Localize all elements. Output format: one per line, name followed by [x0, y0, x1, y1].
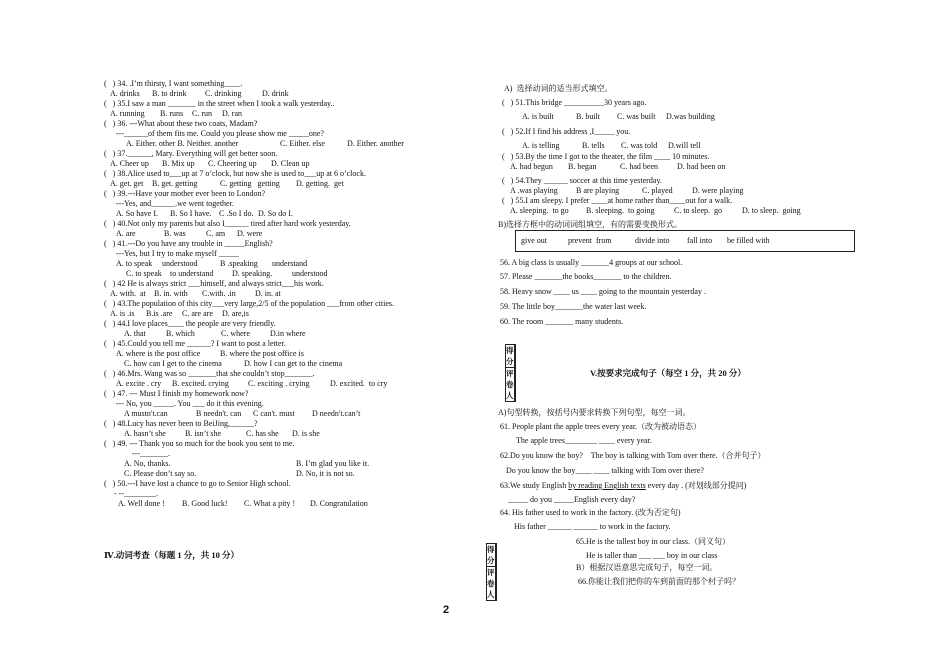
- score-label: 得 分: [506, 346, 514, 366]
- q41-opt-c2: to understand: [170, 269, 214, 278]
- q38-opt-a: A. get. get: [110, 179, 144, 188]
- q40-stem: ( ) 40.Not only my parents but also I______ tired after hard work yesterday.: [104, 219, 351, 228]
- q43-opt-b: B.is .are: [146, 309, 173, 318]
- q47-opt-c: C can't. must: [253, 409, 295, 418]
- q55-opt-d: D. to sleep. going: [742, 206, 801, 215]
- q52-stem: ( ) 52.If I find his address ,I_____ you.: [502, 127, 631, 136]
- q42-opt-c: C.with. .in: [202, 289, 236, 298]
- q60: 60. The room _______ many students.: [500, 317, 624, 326]
- q63-answer: _____ do you _____English every day?: [508, 495, 636, 504]
- q40-opt-b: B. was: [164, 229, 186, 238]
- q46-opt-a: A. excite . cry: [116, 379, 162, 388]
- q45-opt-d: D. how I can get to the cinema: [244, 359, 343, 368]
- q35-stem: ( ) 35.I saw a man _______ in the street when I took a walk yesterday..: [104, 99, 335, 108]
- q57: 57. Please _______the books_______ to the children.: [500, 272, 672, 281]
- q42-opt-b: B. in. with: [154, 289, 188, 298]
- q55-stem: ( ) 55.I am sleepy. I prefer ____at home rather than____out for a walk.: [502, 196, 733, 205]
- q39-stem: ( ) 39.---Have your mother ever been to London?: [104, 189, 266, 198]
- q40-opt-d: D. were: [237, 229, 263, 238]
- q44-opt-a: A. that: [124, 329, 146, 338]
- q46-opt-b: B. excited. crying: [172, 379, 229, 388]
- q64-answer: His father ______ ______ to work in the factory.: [514, 522, 671, 531]
- q45-opt-b: B. where the post office is: [220, 349, 304, 358]
- word-4: fall into: [687, 236, 713, 245]
- q50-opt-b: B. Good luck!: [182, 499, 228, 508]
- q37-opt-c: C. Cheering up: [208, 159, 257, 168]
- q38-opt-c: C. getting getting: [220, 179, 280, 188]
- q38-opt-d: D. getting. get: [296, 179, 344, 188]
- q63-pre: 63.We study English: [500, 481, 569, 490]
- part-a2-title: A)句型转换，按括号内要求转换下列句型，每空一词。: [498, 408, 691, 417]
- score-box-2: [486, 543, 497, 601]
- part-a-title: A) 选择动词的适当形式填空。: [504, 84, 613, 93]
- section-5-heading: V.按要求完成句子（每空 1 分，共 20 分）: [590, 368, 746, 378]
- q36-stem: ( ) 36. ---What about these two coats, Madam?: [104, 119, 258, 128]
- q34-opt-b: B. to drink: [152, 89, 187, 98]
- q36-opt-d: D. Either. another: [347, 139, 404, 148]
- q49-stem2: ---_______.: [132, 449, 170, 458]
- q37-opt-b: B. Mix up: [162, 159, 195, 168]
- q52-opt-a: A. is telling: [522, 141, 560, 150]
- q50-stem2: - --________.: [114, 489, 158, 498]
- q55-opt-a: A. sleeping. to go: [510, 206, 569, 215]
- q56: 56. A big class is usually _______4 groups at our school.: [500, 258, 683, 267]
- q48-opt-b: B. isn’t she: [185, 429, 222, 438]
- q63: [500, 481, 746, 491]
- q45-opt-c: C. how can I get to the cinema: [124, 359, 222, 368]
- q55-opt-c: C. to sleep. go: [674, 206, 722, 215]
- q39-opt-d: D. So do I.: [258, 209, 293, 218]
- q49-opt-c: C. Please don’t say so.: [124, 469, 197, 478]
- q41-opt-c: C. to speak: [126, 269, 162, 278]
- q37-opt-d: D. Clean up: [271, 159, 310, 168]
- q54-opt-c: C. played: [642, 186, 673, 195]
- q51-opt-c: C. was built: [617, 112, 656, 121]
- q40-opt-a: A. are: [116, 229, 136, 238]
- q52-opt-d: D.will tell: [668, 141, 701, 150]
- score-cell: [514, 345, 515, 368]
- q51-opt-b: B. built: [576, 112, 601, 121]
- q40-opt-c: C. am: [206, 229, 226, 238]
- word-5: be filled with: [727, 236, 770, 245]
- q54-opt-d: D. were playing: [692, 186, 744, 195]
- grader-cell: [514, 368, 515, 402]
- q39-stem2: ---Yes, and______.we went together.: [116, 199, 234, 208]
- q41-opt-a2: understood: [162, 259, 198, 268]
- q37-opt-a: A. Cheer up: [110, 159, 149, 168]
- q62: 62.Do you know the boy? The boy is talking with Tom over there.（合并句子）: [500, 451, 766, 460]
- grader-cell-2: [495, 567, 496, 601]
- word-3: divide into: [635, 236, 670, 245]
- q53-opt-a: A. had begun: [510, 162, 553, 171]
- word-1: give out: [521, 236, 547, 245]
- q47-stem: ( ) 47. --- Must I finish my homework now?: [104, 389, 249, 398]
- q51-opt-d: D.was building: [666, 112, 715, 121]
- q50-opt-c: C. What a pity !: [244, 499, 296, 508]
- q43-opt-a: A. is .is: [110, 309, 135, 318]
- q50-stem: ( ) 50.---I have lost a chance to go to Senior High school.: [104, 479, 291, 488]
- q41-opt-b2: understand: [272, 259, 308, 268]
- q48-opt-a: A. hasn’t she: [124, 429, 166, 438]
- q58: 58. Heavy snow ____ us ____ going to the mountain yesterday .: [500, 287, 706, 296]
- q36-stem2: ---______of them fits me. Could you please show me _____one?: [116, 129, 324, 138]
- q61: 61. People plant the apple trees every year.（改为被动语态）: [500, 422, 702, 431]
- word-2: prevent from: [568, 236, 612, 245]
- grader-label-2: 评卷人: [487, 568, 495, 599]
- q34-opt-d: D. drink: [262, 89, 289, 98]
- q54-stem: ( ) 54.They ______ soccer at this time yesterday.: [502, 176, 662, 185]
- q59: 59. The little boy_______the water last week.: [500, 302, 647, 311]
- q47-opt-b: B needn't. can: [196, 409, 242, 418]
- q64: 64. His father used to work in the factory. (改为否定句): [500, 508, 681, 517]
- q41-opt-d2: understood: [292, 269, 328, 278]
- q34-opt-a: A. drinks: [110, 89, 140, 98]
- q42-opt-a: A. with. at: [110, 289, 146, 298]
- q53-opt-d: D. had been on: [677, 162, 726, 171]
- q50-opt-a: A. Well done !: [118, 499, 165, 508]
- q51-opt-a: A. is built: [522, 112, 554, 121]
- q65: 65.He is the tallest boy in our class.（同义句）: [576, 537, 730, 546]
- q49-opt-b: B. I’m glad you like it.: [296, 459, 370, 468]
- section-4-heading: Ⅳ.动词考查（每题 1 分，共 10 分）: [104, 550, 240, 560]
- q46-opt-c: C. exciting . crying: [248, 379, 310, 388]
- q49-opt-a: A. No, thanks.: [124, 459, 171, 468]
- q34-stem: ( ) 34. .I’m thirsty, I want something____.: [104, 79, 243, 88]
- q52-opt-c: C. was told: [621, 141, 658, 150]
- q46-opt-d: D. excited. to cry: [330, 379, 388, 388]
- part-b-title: B)选择方框中的动词词组填空，有的需要变换形式。: [498, 220, 682, 229]
- q39-opt-b: B. So I have.: [170, 209, 212, 218]
- q44-opt-c: C. where: [221, 329, 250, 338]
- q47-opt-d: D needn't.can’t: [312, 409, 361, 418]
- q45-stem: ( ) 45.Could you tell me ______? I want to post a letter.: [104, 339, 286, 348]
- q35-opt-d: D. ran: [222, 109, 242, 118]
- q41-stem: ( ) 41.---Do you have any trouble in _____English?: [104, 239, 273, 248]
- q35-opt-a: A. running: [110, 109, 145, 118]
- q39-opt-c: C .So I do.: [219, 209, 254, 218]
- q42-stem: ( ) 42 He is always strict ___himself, and always strict___his work.: [104, 279, 324, 288]
- q63-post: every day . (对划线部分提问): [645, 481, 747, 490]
- q66: 66.你能让我们把你的车到前面的那个村子吗？: [578, 577, 740, 586]
- score-box-1: [505, 344, 516, 402]
- q55-opt-b: B. sleeping. to going: [586, 206, 655, 215]
- q41-opt-b: B .speaking: [220, 259, 258, 268]
- q34-opt-c: C. drinking: [205, 89, 242, 98]
- q42-opt-d: D. in. at: [255, 289, 281, 298]
- q54-opt-b: B are playing: [576, 186, 620, 195]
- q49-opt-d: D. No, it is not so.: [296, 469, 355, 478]
- q41-opt-a: A. to speak: [116, 259, 153, 268]
- part-b2-title: B）根据汉语意思完成句子，每空一词。: [576, 563, 718, 572]
- q52-opt-b: B. tells: [582, 141, 605, 150]
- q44-opt-d: D.in where: [270, 329, 306, 338]
- word-box: [515, 230, 855, 252]
- q41-stem2: ---Yes, but I try to make myself _____: [116, 249, 239, 258]
- q38-stem: ( ) 38.Alice used to___up at 7 o’clock, but now she is used to___up at 6 o’clock.: [104, 169, 366, 178]
- q62-answer: Do you know the boy____ ____ talking with Tom over there?: [506, 466, 704, 475]
- page-number: 2: [443, 604, 450, 616]
- q43-opt-d: D. are,is: [222, 309, 249, 318]
- q41-opt-d: D. speaking.: [232, 269, 273, 278]
- score-cell-2: [495, 544, 496, 567]
- q61-answer: The apple trees________ ____ every year.: [516, 436, 652, 445]
- q43-stem: ( ) 43.The population of this city___very large,2/5 of the population ___from other cities.: [104, 299, 395, 308]
- q49-stem: ( ) 49. --- Thank you so much for the book you sent to me.: [104, 439, 295, 448]
- q36-opt-c: C. Either. else: [280, 139, 325, 148]
- q45-opt-a: A. where is the post office: [116, 349, 201, 358]
- q43-opt-c: C. are are: [182, 309, 213, 318]
- q44-opt-b: B. which: [166, 329, 195, 338]
- q47-opt-a: A mustn't.can: [124, 409, 168, 418]
- score-label-2: 得 分: [487, 545, 495, 565]
- q53-opt-c: C. had been: [620, 162, 658, 171]
- q48-opt-d: D. is she: [292, 429, 320, 438]
- q53-opt-b: B. began: [568, 162, 597, 171]
- q51-stem: ( ) 51.This bridge __________30 years ago.: [502, 98, 647, 107]
- q46-stem: ( ) 46.Mrs. Wang was so _______that she couldn’t stop_______.: [104, 369, 315, 378]
- q44-stem: ( ) 44.I love places____ the people are very friendly.: [104, 319, 276, 328]
- q50-opt-d: D. Congratulation: [310, 499, 368, 508]
- grader-label: 评卷人: [506, 369, 514, 400]
- q35-opt-b: B. runs: [160, 109, 184, 118]
- q48-opt-c: C. has she: [246, 429, 279, 438]
- q37-stem: ( ) 37.______, Mary. Everything will get better soon.: [104, 149, 278, 158]
- q36-opt-ab: A. Either. other B. Neither. another: [126, 139, 239, 148]
- q54-opt-a: A .was playing: [510, 186, 558, 195]
- q48-stem: ( ) 48.Lucy has never been to BeiJing,______?: [104, 419, 258, 428]
- q65-answer: He is taller than ___ ___ boy in our class: [586, 551, 718, 560]
- q38-opt-b: B. get. getting: [152, 179, 198, 188]
- q63-underlined: by reading English texts: [568, 481, 646, 490]
- q39-opt-a: A. So have I.: [116, 209, 158, 218]
- q53-stem: ( ) 53.By the time I got to the theater, the film ____ 10 minutes.: [502, 152, 710, 161]
- q35-opt-c: C. run: [192, 109, 212, 118]
- q47-stem2: --- No, you _____. You ___ do it this evening.: [116, 399, 264, 408]
